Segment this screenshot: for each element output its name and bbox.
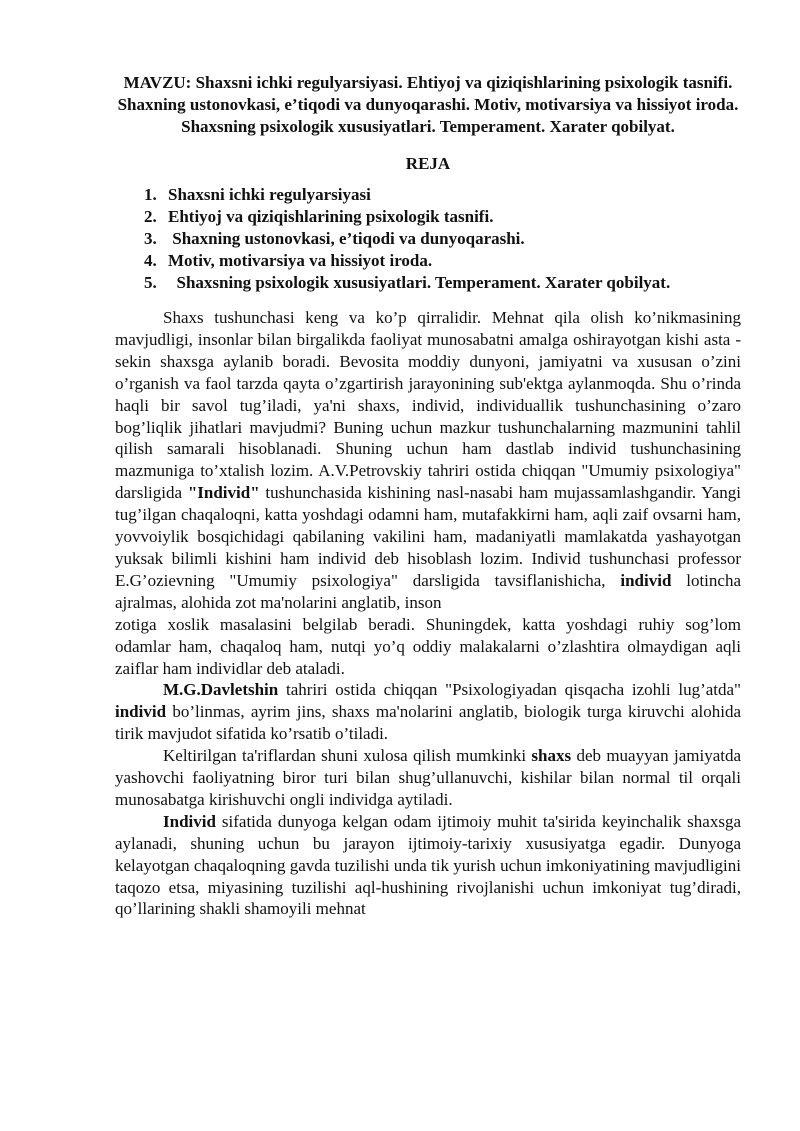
paragraph-1: Shaxs tushunchasi keng va ko’p qirralidir. Mehnat qila olish ko’nikmasining mavjudligi, insonlar bilan birgalikda faoliyat munosabatni amalga oshirayotgan kishi asta - sekin shaxsga aylanib boradi. Bevosita moddiy dunyoni, jamiyatni va xususan o’zini o’rganish va faol tarzda qayta o’zgartirish jarayonining sub'ektga aylanmoqda. Shu o’rinda haqli bir savol tug’iladi, ya'ni shaxs, individ, individuallik tushunchasining o’zaro bog’liqlik jihatlari mavjudmi? Buning uchun mazkur tushunchalarning mazmunini tahlil qilish samarali hisoblanadi. Shuning uchun ham dastlab individ tushunchasining mazmuniga to’xtalish lozim. A.V.Petrovskiy tahriri ostida chiqqan "Umumiy psixologiya" darsligida "Individ" tushunchasida kishining nasl-nasabi ham mujassamlashgandir. Yangi tug’ilgan chaqaloqni, katta yoshdagi odamni ham, mutafakkirni ham, aqli zaif ovsarni ham, yovvoiylik bosqichidagi qabilaning vakilini ham, madaniyatli mamlakatda yashayotgan yuksak bilimli kishini ham individ deb hisoblash lozim. Individ tushunchasi professor E.G’ozievning "Umumiy psixologiya" darsligida tavsiflanishicha, individ lotincha ajralmas, alohida zot ma'nolarini anglatib, inson [115,308,741,612]
paragraph-2: M.G.Davletshin tahriri ostida chiqqan "Psixologiyadan qisqacha izohli lug’atda" individ bo’linmas, ayrim jins, shaxs ma'nolarini anglatib, biologik turga kiruvchi alohida tirik mavjudot sifatida ko’rsatib o’tiladi. [115,680,741,744]
plan-item-4: 4. Motiv, motivarsiya va hissiyot iroda. [144,251,433,270]
paragraph-1-continued: zotiga xoslik masalasini belgilab beradi. Shuningdek, katta yoshdagi ruhiy sog’lom odamlar ham, chaqaloq ham, nutqi yo’q oddiy malakalarni o’zlashtira olmaydigan aqli zaiflar ham individlar deb ataladi. [115,614,741,678]
document-page [115,72,741,920]
plan-item-2: 2. Ehtiyoj va qiziqishlarining psixologik tasnifi. [144,207,494,226]
document-title: MAVZU: Shaxsni ichki regulyarsiyasi. Ehtiyoj va qiziqishlarining psixologik tasnifi. Shaxning ustonovkasi, e’tiqodi va dunyoqarashi. Motiv, motivarsiya va hissiyot iroda. Shaxsning psixologik xususiyatlari. Temperament. Xarater qobilyat. [117,73,739,136]
paragraph-4: Individ sifatida dunyoga kelgan odam ijtimoiy muhit ta'sirida keyinchalik shaxsga aylanadi, shuning uchun bu jarayon ijtimoiy-tarixiy xususiyatga egadir. Dunyoga kelayotgan chaqaloqning gavda tuzilishi unda tik yurish uchun imkoniyatining mavjudligini taqozo etsa, miyasining tuzilishi aql-hushining rivojlanishi uchun imkoniyat tug’diradi, qo’llarining shakli shamoyili mehnat [115,811,741,919]
plan-item-1: 1. Shaxsni ichki regulyarsiyasi [144,185,371,204]
paragraph-3: Keltirilgan ta'riflardan shuni xulosa qilish mumkinki shaxs deb muayyan jamiyatda yashovchi faoliyatning biror turi bilan shug’ullanuvchi, kishilar bilan normal til orqali munosabatga kirishuvchi ongli individga aytiladi. [115,746,742,809]
plan-item-3: 3. Shaxning ustonovkasi, e’tiqodi va dunyoqarashi. [144,229,525,248]
plan-heading: REJA [405,154,451,173]
plan-list [115,184,741,294]
plan-item-5: 5. Shaxsning psixologik xususiyatlari. Temperament. Xarater qobilyat. [144,273,671,292]
